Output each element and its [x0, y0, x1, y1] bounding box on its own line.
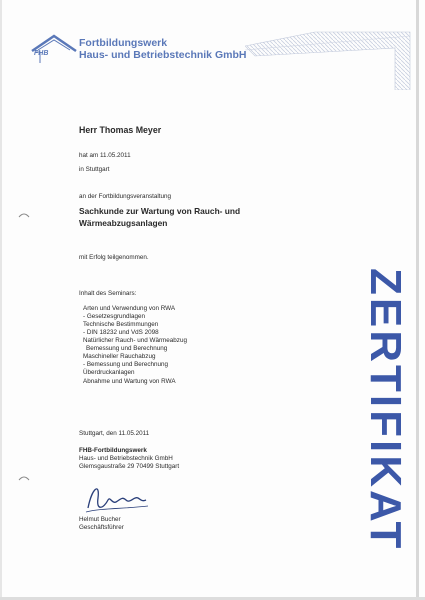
footer-address: Glemsgaustraße 29 70499 Stuttgart — [79, 463, 180, 470]
punch-hole-mark-bottom — [18, 474, 30, 481]
event-intro: an der Fortbildungsveranstaltung — [79, 193, 172, 200]
content-item: Natürlicher Rauch- und Wärmeabzug — [83, 337, 187, 344]
content-item: - Bemessung und Berechnung — [83, 361, 169, 368]
participation-place: in Stuttgart — [79, 166, 110, 173]
company-name-line2: Haus- und Betriebstechnik GmbH — [79, 49, 247, 61]
content-item: Abnahme und Wartung von RWA — [83, 378, 176, 385]
participation-date: hat am 11.05.2011 — [79, 152, 131, 159]
footer-place-date: Stuttgart, den 11.05.2011 — [79, 430, 150, 437]
content-item: Maschineller Rauchabzug — [83, 353, 156, 360]
recipient-name: Herr Thomas Meyer — [79, 125, 162, 135]
company-name-line1: Fortbildungswerk — [79, 37, 168, 49]
logo-text: FHB — [34, 50, 49, 57]
content-item: Technische Bestimmungen — [83, 321, 159, 328]
punch-hole-mark-top — [18, 211, 30, 218]
zertifikat-vertical-title: ZERTIFIKAT — [361, 268, 410, 552]
course-title-line1: Sachkunde zur Wartung von Rauch- und — [79, 206, 241, 216]
signature-image — [82, 478, 152, 518]
content-item: Arten und Verwendung von RWA — [83, 305, 176, 312]
footer-org-full: Haus- und Betriebstechnik GmbH — [79, 455, 173, 462]
footer-org-name: FHB-Fortbildungswerk — [79, 447, 147, 454]
signer-title: Geschäftsführer — [79, 524, 124, 531]
scan-edge-right — [416, 0, 419, 600]
result-text: mit Erfolg teilgenommen. — [79, 254, 149, 261]
header-roof-pattern — [245, 28, 415, 90]
signer-name: Helmut Bucher — [79, 516, 121, 523]
content-item: - DIN 18232 und VdS 2098 — [83, 329, 159, 336]
course-title-line2: Wärmeabzugsanlagen — [79, 218, 168, 228]
content-item: - Gesetzesgrundlagen — [83, 313, 145, 320]
content-item: Überdruckanlagen — [83, 369, 135, 376]
content-item: Bemessung und Berechnung — [86, 345, 168, 352]
scan-edge-left — [0, 0, 2, 600]
contents-heading: Inhalt des Seminars: — [79, 290, 137, 297]
fhb-house-logo-icon — [30, 33, 78, 65]
